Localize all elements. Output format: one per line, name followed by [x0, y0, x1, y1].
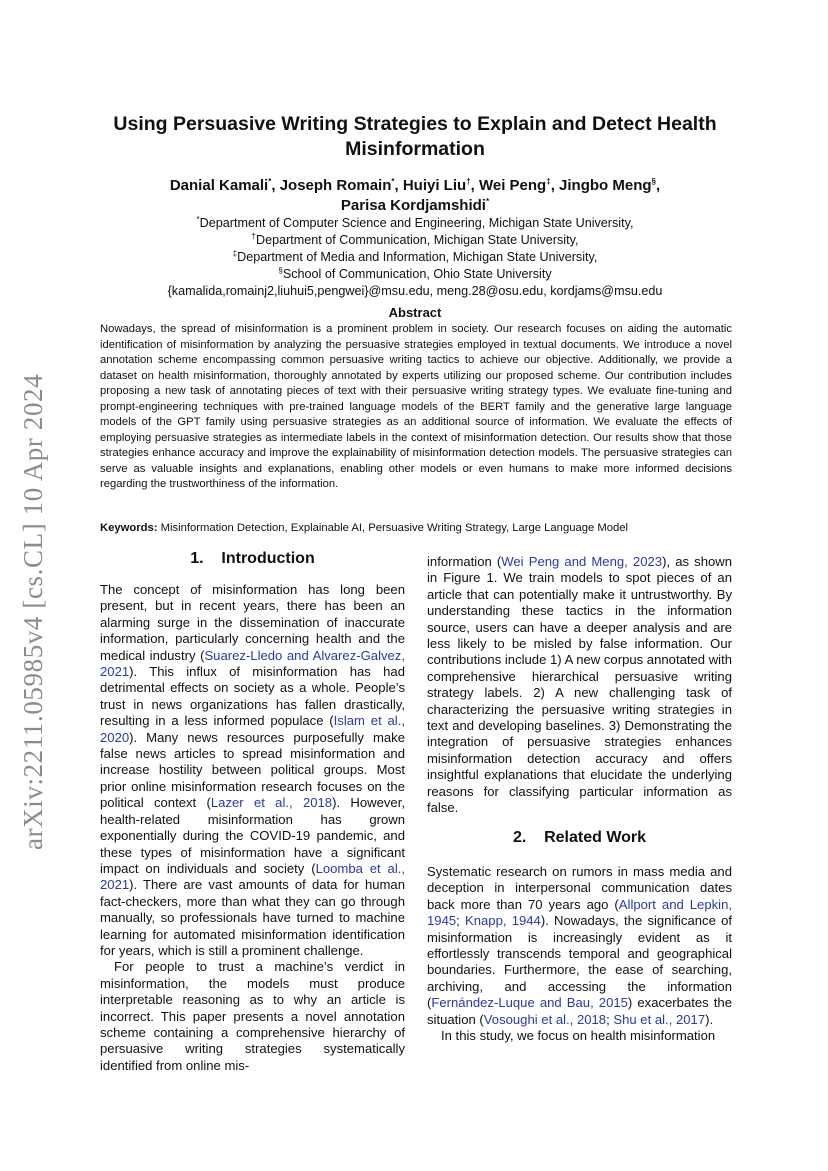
text-run: ). This influx of misinformation has had detrimental effects on society as a whole. People’s trust in news organizations has fallen drastically, resulting in a less informed populace (: [100, 664, 405, 729]
abstract-heading: Abstract: [388, 305, 442, 320]
affiliation: [110, 215, 720, 232]
citation-link[interactable]: Fernández-Luque and Bau, 2015: [431, 995, 628, 1011]
author-emails: {kamalida,romainj2,liuhui5,pengwei}@msu.edu, meng.28@osu.edu, kordjams@msu.edu: [167, 284, 663, 298]
text-run: ), as shown in Figure 1. We train models to spot pieces of an article that can potentially make it untrustworthy. By understanding these tactics in the information source, users can have a deeper analysis and are less likely to be misled by false information. Our contributions include 1) A new corpus annotated with comprehensive hierarchical persuasive writing strategy labels. 2) A new challenging task of characterizing the persuasive writing strategies in text and developing baselines. 3) Demonstrating the integration of persuasive strategies enhances misinformation detection accuracy and offers insightful explanations that elucidate the underlying reasons for classifying particular information as false.: [427, 554, 733, 816]
text-run: ;: [456, 913, 465, 929]
affiliation-text: School of Communication, Ohio State University: [282, 267, 552, 281]
citation-link[interactable]: Islam et al., 2020: [100, 713, 405, 745]
text-run: ). Many news resources purposefully make false news articles to spread misinformation and increase hostility between political groups. Most prior online misinformation research focuses on the political context (: [100, 729, 405, 811]
text-run: The concept of misinformation has long been present, but in recent years, there has been an alarming surge in the dissemination of inaccurate information, particularly concerning health and the medical industry (: [100, 582, 405, 663]
affiliation-mark: †: [251, 231, 256, 241]
citation-link[interactable]: Shu et al., 2017: [613, 1011, 706, 1027]
citation-link[interactable]: Wei Peng and Meng, 2023: [501, 554, 663, 569]
citation-link[interactable]: Vosoughi et al., 2018: [483, 1011, 607, 1027]
affiliation-mark: ‡: [232, 248, 238, 258]
right-column-top: [427, 554, 732, 817]
citation-link[interactable]: Loomba et al., 2021: [100, 860, 405, 893]
keywords-label: Keywords:: [100, 522, 158, 534]
affiliation: [110, 249, 720, 266]
citation-link[interactable]: Lazer et al., 2018: [210, 795, 333, 811]
citation-link[interactable]: Suarez-Lledo and Alvarez-Galvez, 2021: [100, 647, 405, 680]
paragraph: For people to trust a machine’s verdict in misinformation, the models must produce interpretable reasoning as to why an article is incorrect. This paper presents a novel annotation scheme containing a comprehensive hierarchy of persuasive writing strategies systematically identified from online mis-: [100, 959, 405, 1073]
text-run: ). However, health-related misinformation has grown exponentially during the COVID-19 pandemic, and these types of misinformation have a significant impact on individuals and society (: [100, 795, 405, 876]
author-name: Parisa Kordjamshidi: [340, 197, 486, 214]
affiliation: [110, 266, 720, 283]
author-mark: ‡: [546, 177, 551, 186]
affiliation-mark: §: [278, 265, 283, 275]
author-name: Huiyi Liu: [402, 177, 467, 194]
arxiv-id: arXiv:2211.05985v4 [cs.CL] 10 Apr 2024: [18, 373, 48, 850]
affiliation-text: Department of Communication, Michigan State University,: [256, 233, 579, 247]
section-heading-introduction: 1. Introduction: [190, 550, 315, 567]
affiliation-text: Department of Media and Information, Michigan State University,: [237, 250, 598, 264]
text-run: ).: [705, 1011, 714, 1027]
affiliation: [110, 232, 720, 249]
author-mark: †: [466, 177, 471, 186]
abstract-text: Nowadays, the spread of misinformation is a prominent problem in society. Our research focuses on aiding the automatic identification of misinformation by analyzing the persuasive strategies employed in textual documents. We introduce a novel annotation scheme encompassing common persuasive writing tactics to achieve our objective. Additionally, we provide a dataset on health misinformation, thoroughly annotated by experts utilizing our proposed scheme. Our contribution includes proposing a new task of annotating pieces of text with their persuasive writing strategy types. We evaluate fine-tuning and prompt-engineering techniques with pre-trained language models of the BERT family and the generative large language models of the GPT family using persuasive strategies as an additional source of information. We evaluate the effects of employing persuasive strategies as intermediate labels in the context of misinformation detection. Our results show that those strategies enhance accuracy and improve the explainability of misinformation detection models. The persuasive strategies can serve as valuable insights and explanations, enabling other models or even humans to make more informed decisions regarding the trustworthiness of the information.: [100, 323, 732, 490]
author-mark: §: [651, 177, 656, 186]
text-run: ;: [606, 1011, 614, 1027]
affiliation-text: Department of Computer Science and Engineering, Michigan State University,: [199, 216, 634, 230]
keywords: [100, 521, 732, 536]
paragraph: [100, 582, 405, 959]
paragraph: In this study, we focus on health misinformation: [441, 1028, 716, 1044]
author-mark: *: [391, 177, 395, 186]
affiliation-mark: *: [196, 214, 200, 224]
paper-title: Using Persuasive Writing Strategies to Explain and Detect Health Misinformation: [113, 113, 717, 160]
affiliations: [110, 215, 720, 300]
right-column-bottom: [427, 864, 732, 1044]
section-heading-related-work: 2. Related Work: [512, 829, 647, 846]
text-run: information (: [427, 554, 502, 569]
author-name: Jingbo Meng: [559, 177, 652, 194]
left-column: [100, 582, 405, 1074]
paragraph: [427, 554, 732, 817]
citation-link[interactable]: Knapp, 1944: [465, 913, 541, 929]
text-run: ) exacerbates the situation (: [427, 995, 732, 1027]
author-mark: *: [485, 197, 490, 206]
citation-link[interactable]: Allport and Lepkin, 1945: [427, 896, 732, 929]
author-name: Danial Kamali: [169, 177, 269, 194]
text-run: Systematic research on rumors in mass media and deception in interpersonal communication dates back more than 70 years ago (: [427, 864, 732, 912]
author-mark: *: [268, 177, 272, 186]
author-name: Wei Peng: [478, 177, 547, 194]
keywords-text: Misinformation Detection, Explainable AI, Persuasive Writing Strategy, Large Language Model: [160, 522, 628, 534]
author-list: Danial Kamali*, Joseph Romain*, Huiyi Liu†, Wei Peng‡, Jingbo Meng§, Parisa Kordjamshidi*: [169, 177, 661, 214]
text-run: ). Nowadays, the significance of misinformation is increasingly evident as it effortlessly transcends temporal and geographical boundaries. Furthermore, the ease of searching, archiving, and accessing the information (: [427, 913, 732, 1011]
author-name: Joseph Romain: [279, 177, 392, 194]
text-run: ). There are vast amounts of data for human fact-checkers, more than what they can go through manually, so professionals have turned to machine learning for automated misinformation identification for years, which is still a prominent challenge.: [100, 877, 405, 958]
paragraph: [427, 864, 732, 1028]
